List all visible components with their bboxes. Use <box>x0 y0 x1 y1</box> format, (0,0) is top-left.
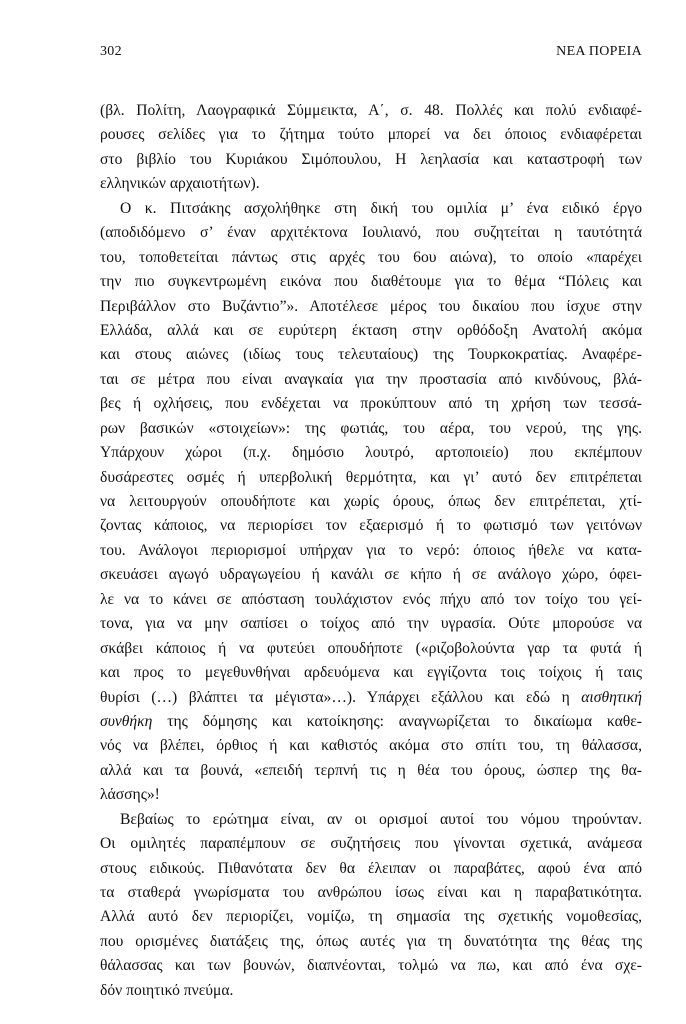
text-line <box>100 392 642 416</box>
text-line <box>100 588 642 612</box>
text-line <box>100 832 642 856</box>
text-line <box>100 612 642 636</box>
text-segment: και στους αιώνες (ιδίως τους τελευταίους) της Τουρκοκρατίας. Αναφέρε- <box>100 346 642 364</box>
text-segment: Περιβάλλον στο Βυζάντιο”». Αποτέλεσε μέρος του δικαίου που ίσχυε στην <box>100 297 642 315</box>
text-line <box>100 295 642 319</box>
body-text <box>100 99 642 1003</box>
text-line <box>100 197 642 221</box>
text-line <box>100 710 642 734</box>
text-segment: συνθήκη <box>100 712 153 730</box>
text-segment: αισθητική <box>581 688 642 706</box>
text-line <box>100 368 642 392</box>
text-segment: δόν ποιητικό πνεύμα. <box>100 981 234 999</box>
text-segment: ρουσες σελίδες για το ζήτημα τούτο μπορεί να δει όποιος ενδιαφέρεται <box>100 126 642 144</box>
text-segment: Οι ομιλητές παραπέμπουν σε συζητήσεις που γίνονται σχετικά, ανάμεσα <box>100 835 642 853</box>
text-segment: του, τοποθετείται πάντως στις αρχές του 6ου αιώνα), το οποίο «παρέχει <box>100 248 642 266</box>
text-line <box>100 881 642 905</box>
text-segment: (βλ. Πολίτη, Λαογραφικά Σύμμεικτα, Α΄, σ. 48. Πολλές και πολύ ενδιαφέ- <box>100 102 642 119</box>
text-segment: ρων βασικών «στοιχείων»: της φωτιάς, του αέρα, του νερού, της γης. <box>100 419 642 437</box>
text-line <box>100 539 642 563</box>
text-segment: σκάβει κάποιος ή να φυτεύει οπουδήποτε («ριζοβολούντα γαρ τα φυτά ή <box>100 639 642 657</box>
text-line <box>100 343 642 367</box>
text-segment: τα σταθερά γνωρίσματα του ανθρώπου ίσως είναι και η παραβατικότητα. <box>100 884 642 901</box>
text-segment: θάλασσας και των βουνών, διαπνέονται, τολμώ να πω, και από ένα σχε- <box>100 957 642 975</box>
text-segment: Ελλάδα, αλλά και σε ευρύτερη έκταση στην ορθόδοξη Ανατολή ακόμα <box>100 321 642 339</box>
paragraph <box>100 99 642 197</box>
text-segment: που ορισμένες διατάξεις της, όπως αυτές για τη δυνατότητα της θέας της <box>100 932 642 950</box>
text-line <box>100 661 642 685</box>
text-segment: της δόμησης και κατοίκησης: αναγνωρίζεται το δικαίωμα καθε- <box>152 712 642 730</box>
text-line <box>100 123 642 147</box>
text-line <box>100 637 642 661</box>
paragraph <box>100 197 642 808</box>
text-line <box>100 221 642 245</box>
text-line <box>100 857 642 881</box>
text-segment: (αποδιδόμενο σ’ έναν αρχιτέκτονα Ιουλιανό, που συζητείται η ταυτότητά <box>100 224 642 242</box>
text-line <box>100 514 642 538</box>
text-line <box>100 270 642 294</box>
text-segment: Βεβαίως το ερώτημα είναι, αν οι ορισμοί αυτοί του νόμου τηρούνταν. <box>120 810 642 828</box>
running-title: ΝΕΑ ΠΟΡΕΙΑ <box>556 44 642 59</box>
text-segment: λε να το κάνει σε απόσταση τουλάχιστον ενός πήχυ από τον τοίχο του γεί- <box>100 590 642 608</box>
text-line <box>100 441 642 465</box>
text-segment: νός να βλέπει, όρθιος ή και καθιστός ακόμα στο σπίτι του, τη θάλασσα, <box>100 737 642 755</box>
text-segment: στους ειδικούς. Πιθανότατα δεν θα έλειπαν οι παραβάτες, αφού ένα από <box>100 859 642 877</box>
text-segment: δυσάρεστες οσμές ή υπερβολική θερμότητα, και γι’ αυτό δεν επιτρέπεται <box>100 468 642 486</box>
text-line <box>100 930 642 954</box>
text-segment: θυρίσι (…) βλάπτει τα μέγιστα»…). Υπάρχει εξάλλου και εδώ η <box>100 688 582 706</box>
text-line <box>100 686 642 710</box>
text-line <box>100 148 642 172</box>
text-line <box>100 954 642 978</box>
text-line <box>100 246 642 270</box>
text-line <box>100 172 642 196</box>
page-number: 302 <box>100 44 122 59</box>
text-segment: ελληνικών αρχαιοτήτων). <box>100 175 260 193</box>
text-segment: Υπάρχουν χώροι (π.χ. δημόσιο λουτρό, αρτοποιείο) που εκπέμπουν <box>100 444 642 462</box>
page-header <box>100 44 642 60</box>
text-line <box>100 734 642 758</box>
text-segment: Αλλά αυτό δεν περιορίζει, νομίζω, τη σημασία της σχετικής νομοθεσίας, <box>100 908 642 926</box>
text-segment: την πιο συγκεντρωμένη εικόνα που διαθέτουμε για το θέμα “Πόλεις και <box>100 273 642 291</box>
text-segment: βες ή οχλήσεις, που ενδέχεται να προκύπτουν από τη χρήση των τεσσά- <box>100 395 642 413</box>
text-segment: ζοντας κάποιος, να περιορίσει τον εξαερισμό ή το φωτισμό των γειτόνων <box>100 517 642 535</box>
text-line <box>100 99 642 123</box>
text-line <box>100 759 642 783</box>
text-line <box>100 808 642 832</box>
text-segment: Ο κ. Πιτσάκης ασχολήθηκε στη δική του ομιλία μ’ ένα ειδικό έργο <box>120 199 642 217</box>
text-segment: να λειτουργούν οπουδήποτε και χωρίς όρους, όπως δεν επιτρέπεται, χτί- <box>100 493 642 510</box>
text-line <box>100 466 642 490</box>
text-line <box>100 417 642 441</box>
text-segment: ται σε μέτρα που είναι αναγκαία για την προστασία από κινδύνους, βλά- <box>100 370 642 388</box>
paragraph <box>100 808 642 1004</box>
text-segment: και προς το μεγεθυνθήναι αρδευόμενα και εγγίζοντα τοις τοίχοις ή ταις <box>100 664 642 682</box>
text-line <box>100 490 642 514</box>
text-segment: αλλά και τα βουνά, «επειδή τερπνή τις η θέα του όρους, ώσπερ της θα- <box>100 761 642 779</box>
text-segment: τονα, για να μην σαπίσει ο τοίχος από την υγρασία. Ούτε μπορούσε να <box>100 615 642 633</box>
text-line <box>100 905 642 929</box>
text-segment: λάσσης»! <box>100 786 160 804</box>
text-segment: του. Ανάλογοι περιορισμοί υπήρχαν για το νερό: όποιος ήθελε να κατα- <box>100 541 642 559</box>
text-line <box>100 319 642 343</box>
text-segment: στο βιβλίο του Κυριάκου Σιμόπουλου, Η λεηλασία και καταστροφή των <box>100 150 642 168</box>
text-line <box>100 563 642 587</box>
text-line <box>100 979 642 1003</box>
text-segment: σκευάσει αγωγό υδραγωγείου ή κανάλι σε κήπο ή σε ανάλογο χώρο, όφει- <box>100 566 642 584</box>
text-line <box>100 783 642 807</box>
